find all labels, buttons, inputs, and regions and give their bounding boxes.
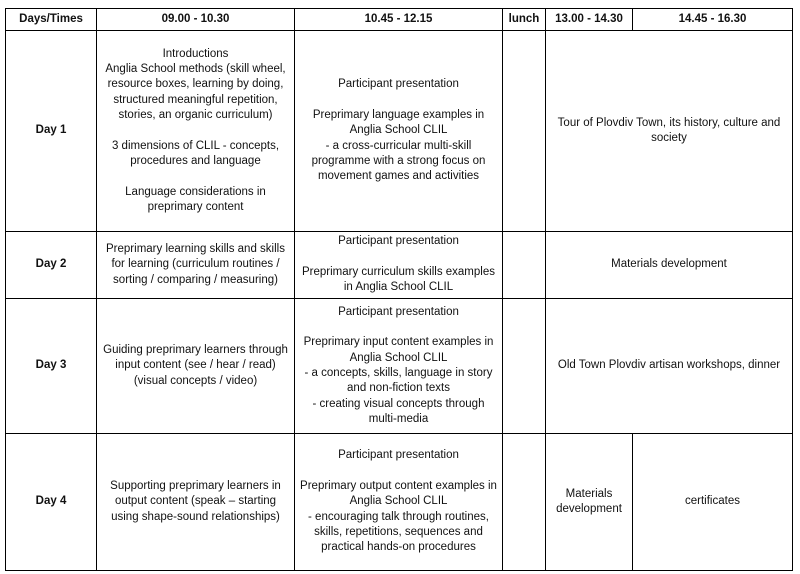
day-2-lunch bbox=[503, 232, 546, 299]
day-3-detail-concepts: - a concepts, skills, language in story and non-fiction texts bbox=[304, 367, 493, 395]
day-1-examples-detail: - a cross-curricular multi-skill programme with a strong focus on movement games and activities bbox=[311, 139, 486, 183]
header-slot-3: 13.00 - 14.30 bbox=[546, 9, 633, 31]
day-3-slot-2 bbox=[295, 299, 503, 434]
day-3-label: Day 3 bbox=[6, 299, 97, 434]
schedule-table bbox=[5, 8, 793, 571]
header-slot-2: 10.45 - 12.15 bbox=[295, 9, 503, 31]
day-1-language-considerations: Language considerations in preprimary content bbox=[125, 185, 266, 213]
header-slot-4: 14.45 - 16.30 bbox=[633, 9, 793, 31]
day-4-participant-presentation: Participant presentation bbox=[338, 449, 459, 462]
header-row bbox=[6, 9, 793, 31]
day-3-lunch bbox=[503, 299, 546, 434]
day-4-slot-2 bbox=[295, 434, 503, 571]
day-1-introductions: Introductions bbox=[162, 47, 229, 60]
day-1-language-examples: Preprimary language examples in Anglia School CLIL bbox=[312, 109, 485, 137]
day-4-label: Day 4 bbox=[6, 434, 97, 571]
header-days-times: Days/Times bbox=[6, 9, 97, 31]
day-2-slot-2 bbox=[295, 232, 503, 299]
day-1-slot-2 bbox=[295, 31, 503, 232]
day-1-row bbox=[6, 31, 793, 232]
day-3-participant-presentation: Participant presentation bbox=[338, 305, 459, 318]
day-1-clil-dimensions: 3 dimensions of CLIL - concepts, procedures and language bbox=[111, 139, 280, 167]
header-slot-1: 09.00 - 10.30 bbox=[97, 9, 295, 31]
header-lunch: lunch bbox=[503, 9, 546, 31]
day-3-row bbox=[6, 299, 793, 434]
day-4-lunch bbox=[503, 434, 546, 571]
day-3-afternoon: Old Town Plovdiv artisan workshops, dinner bbox=[546, 299, 793, 434]
day-1-slot-1 bbox=[97, 31, 295, 232]
day-4-slot-1: Supporting preprimary learners in output content (speak – starting using shape-sound relationships) bbox=[97, 434, 295, 571]
day-2-afternoon: Materials development bbox=[546, 232, 793, 299]
day-4-row bbox=[6, 434, 793, 571]
day-4-output-examples: Preprimary output content examples in Anglia School CLIL bbox=[300, 480, 497, 508]
day-4-slot-4: certificates bbox=[633, 434, 793, 571]
day-2-participant-presentation: Participant presentation bbox=[338, 235, 459, 248]
day-1-methods: Anglia School methods (skill wheel, resource boxes, learning by doing, structured meaningful repetition, stories, an organic curriculum) bbox=[105, 63, 286, 122]
day-2-row bbox=[6, 232, 793, 299]
day-2-slot-1: Preprimary learning skills and skills for learning (curriculum routines / sorting / comparing / measuring) bbox=[97, 232, 295, 299]
day-1-label: Day 1 bbox=[6, 31, 97, 232]
day-4-examples-detail: - encouraging talk through routines, skills, repetitions, sequences and practical hands-on procedures bbox=[308, 510, 489, 554]
day-2-label: Day 2 bbox=[6, 232, 97, 299]
day-2-curriculum-examples: Preprimary curriculum skills examples in Anglia School CLIL bbox=[302, 266, 495, 294]
day-1-lunch bbox=[503, 31, 546, 232]
day-3-detail-visual: - creating visual concepts through multi-media bbox=[312, 397, 485, 425]
day-3-slot-1: Guiding preprimary learners through input content (see / hear / read) (visual concepts / video) bbox=[97, 299, 295, 434]
day-1-participant-presentation: Participant presentation bbox=[338, 78, 459, 91]
day-3-input-examples: Preprimary input content examples in Anglia School CLIL bbox=[303, 336, 494, 364]
day-1-afternoon: Tour of Plovdiv Town, its history, culture and society bbox=[546, 31, 793, 232]
day-4-slot-3: Materials development bbox=[546, 434, 633, 571]
